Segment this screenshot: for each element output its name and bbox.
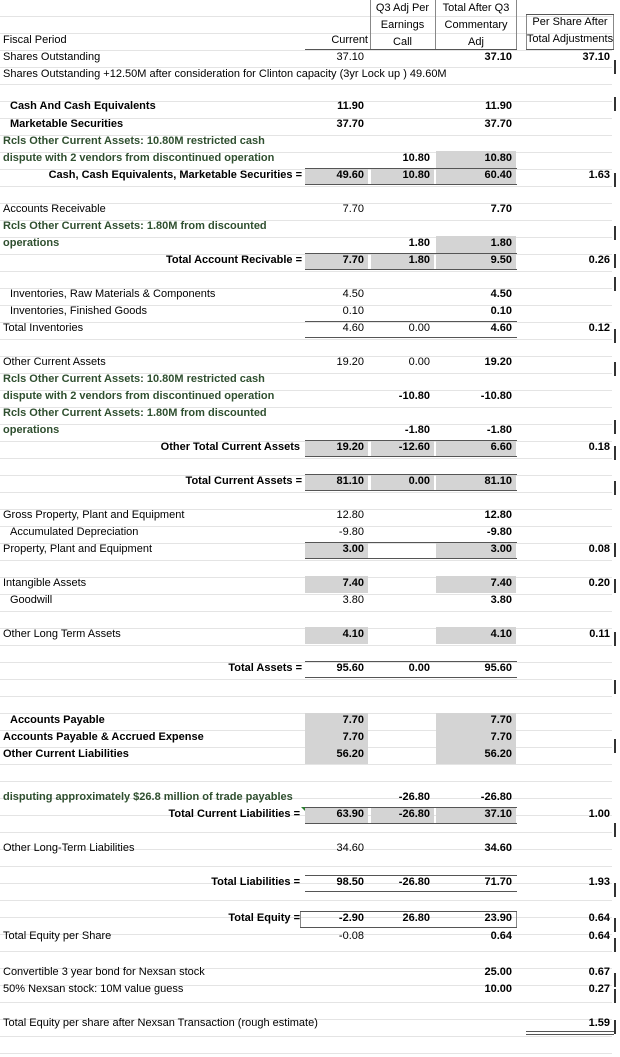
row-label: Rcls Other Current Assets: 10.80M restricted cash	[3, 135, 265, 147]
value-ps: 0.12	[588, 322, 610, 334]
header-pershare-line1: Per Share After	[532, 16, 608, 28]
equity-outline	[516, 911, 517, 928]
gridline	[0, 186, 612, 187]
gridline	[0, 1053, 612, 1054]
row-label: Total Equity =	[228, 912, 300, 924]
value-current: 7.70	[342, 254, 364, 266]
header-q3adj-line1: Q3 Adj Per	[375, 2, 430, 14]
value-current: 12.80	[336, 509, 364, 521]
gridline	[0, 866, 612, 867]
row-label: Total Inventories	[3, 322, 84, 334]
total-rule-bottom	[305, 558, 517, 559]
gridline	[0, 645, 612, 646]
value-total: 71.70	[484, 876, 512, 888]
row-label: Other Long-Term Liabilities	[3, 842, 135, 854]
value-ps: 0.18	[588, 441, 610, 453]
gridline	[0, 84, 612, 85]
value-adj: 0.00	[408, 322, 430, 334]
row-label: Other Current Assets	[3, 356, 106, 368]
value-total: 56.20	[484, 748, 512, 760]
edge-marker	[614, 329, 616, 343]
row-label: Property, Plant and Equipment	[3, 543, 152, 555]
value-current: 7.70	[342, 731, 364, 743]
gridline	[0, 424, 612, 425]
header-divider	[526, 14, 527, 50]
row-label: Accounts Payable	[10, 714, 105, 726]
row-label: Intangible Assets	[3, 577, 87, 589]
value-total: 3.00	[490, 543, 512, 555]
value-adj: -1.80	[404, 424, 430, 436]
row-label: Gross Property, Plant and Equipment	[3, 509, 185, 521]
value-total: 9.50	[490, 254, 512, 266]
edge-marker	[614, 680, 616, 694]
value-total: 4.50	[490, 288, 512, 300]
header-pershare	[526, 14, 614, 48]
value-ps: 0.64	[588, 912, 610, 924]
value-current: 98.50	[336, 876, 364, 888]
row-label: dispute with 2 vendors from discontinued operation	[3, 390, 275, 402]
row-label: Total Equity per Share	[3, 930, 112, 942]
edge-marker	[614, 973, 616, 987]
value-current: 37.10	[336, 51, 364, 63]
value-total: 10.80	[484, 152, 512, 164]
gridline	[0, 900, 612, 901]
equity-outline	[300, 927, 517, 928]
value-adj: -12.60	[398, 441, 430, 453]
value-ps: 0.11	[589, 628, 610, 640]
header-divider	[435, 0, 436, 50]
value-current: 37.70	[336, 118, 364, 130]
value-ps: 0.64	[588, 930, 610, 942]
value-ps: 1.63	[588, 169, 610, 181]
value-total: 37.70	[484, 118, 512, 130]
row-label: Cash And Cash Equivalents	[10, 100, 156, 112]
row-label: Total Liabilities =	[211, 876, 300, 888]
value-total: 60.40	[484, 169, 512, 181]
value-adj: 1.80	[408, 254, 430, 266]
edge-marker	[614, 938, 616, 952]
edge-marker	[614, 481, 616, 495]
header-total	[436, 0, 516, 51]
gridline	[0, 764, 612, 765]
value-total: -9.80	[486, 526, 512, 538]
gridline	[0, 339, 612, 340]
edge-marker	[614, 823, 616, 837]
total-rule-bottom	[305, 677, 517, 678]
value-adj: -26.80	[398, 791, 430, 803]
value-total: 95.60	[484, 662, 512, 674]
value-ps: 0.67	[588, 966, 610, 978]
header-divider	[370, 0, 371, 50]
row-label: Total Account Recivable =	[165, 254, 302, 266]
row-label: Cash, Cash Equivalents, Marketable Securities =	[48, 169, 302, 181]
value-current: 19.20	[336, 356, 364, 368]
edge-marker	[614, 579, 616, 593]
edge-marker	[614, 918, 616, 932]
edge-marker	[614, 420, 616, 434]
value-adj: 1.80	[408, 237, 430, 249]
value-total: 0.64	[490, 930, 512, 942]
value-total: -10.80	[480, 390, 512, 402]
value-current: 7.40	[342, 577, 364, 589]
total-rule-bottom	[305, 456, 517, 457]
double-underline	[526, 1034, 614, 1035]
total-rule-bottom	[305, 490, 517, 491]
edge-marker	[614, 632, 616, 646]
value-total: 6.60	[490, 441, 512, 453]
edge-marker	[614, 1020, 616, 1034]
value-current: -9.80	[338, 526, 364, 538]
edge-marker	[614, 543, 616, 557]
header-q3adj-line3: Call	[393, 36, 412, 48]
row-label: disputing approximately $26.8 million of trade payables	[3, 791, 293, 803]
row-label: Rcls Other Current Assets: 1.80M from discounted	[3, 407, 267, 419]
edge-marker	[614, 883, 616, 897]
row-label: Total Current Liabilities =	[168, 808, 300, 820]
gridline	[0, 492, 612, 493]
row-label: Total Assets =	[228, 662, 302, 674]
row-label: operations	[3, 424, 60, 436]
gridline	[0, 696, 612, 697]
total-rule-bottom	[305, 269, 517, 270]
header-q3adj-line2: Earnings	[380, 19, 425, 31]
total-rule-bottom	[305, 337, 517, 338]
value-current: -2.90	[338, 912, 364, 924]
value-ps: 1.59	[588, 1017, 610, 1029]
value-total: 11.90	[485, 100, 512, 112]
value-current: 56.20	[336, 748, 364, 760]
value-ps: 37.10	[582, 51, 610, 63]
row-label: Other Long Term Assets	[3, 628, 121, 640]
value-total: 37.10	[484, 808, 512, 820]
gridline	[0, 1036, 612, 1037]
value-adj: -26.80	[398, 808, 430, 820]
header-divider	[516, 0, 517, 50]
gridline	[0, 781, 612, 782]
gridline	[0, 560, 612, 561]
value-adj: -10.80	[398, 390, 430, 402]
value-current: 7.70	[342, 714, 364, 726]
row-label: Accounts Payable & Accrued Expense	[3, 731, 204, 743]
value-ps: 0.26	[588, 254, 610, 266]
edge-marker	[614, 739, 616, 753]
value-current: 4.60	[342, 322, 364, 334]
value-total: 7.70	[490, 731, 512, 743]
gridline	[0, 832, 612, 833]
value-total: 3.80	[490, 594, 512, 606]
value-total: 0.10	[490, 305, 512, 317]
row-label: Rcls Other Current Assets: 10.80M restricted cash	[3, 373, 265, 385]
row-label: Goodwill	[10, 594, 53, 606]
row-label: Total Current Assets =	[185, 475, 302, 487]
value-adj: 0.00	[408, 356, 430, 368]
value-adj: 0.00	[408, 662, 430, 674]
value-adj: -26.80	[398, 876, 430, 888]
header-q3adj	[371, 0, 434, 51]
value-current: 0.10	[342, 305, 364, 317]
value-ps: 0.20	[588, 577, 610, 589]
value-total: 37.10	[484, 51, 512, 63]
row-label: Convertible 3 year bond for Nexsan stock	[3, 966, 205, 978]
value-adj: 26.80	[402, 912, 430, 924]
value-current: 95.60	[336, 662, 364, 674]
row-label: Accounts Receivable	[3, 203, 106, 215]
row-label: Accumulated Depreciation	[10, 526, 139, 538]
value-current: 4.10	[342, 628, 364, 640]
value-total: 10.00	[484, 983, 512, 995]
total-rule-bottom	[305, 891, 517, 892]
row-label: operations	[3, 237, 60, 249]
value-current: 11.90	[337, 100, 364, 112]
value-current: 4.50	[342, 288, 364, 300]
value-total: 23.90	[484, 912, 512, 924]
header-total-line3: Adj	[468, 36, 484, 48]
value-total: -1.80	[486, 424, 512, 436]
row-label: Other Current Liabilities	[3, 748, 129, 760]
value-total: 7.40	[490, 577, 512, 589]
edge-marker	[614, 989, 616, 1003]
value-total: 12.80	[484, 509, 512, 521]
row-label: Shares Outstanding	[3, 51, 101, 63]
value-adj: 0.00	[408, 475, 430, 487]
row-label: Shares Outstanding +12.50M after consideration for Clinton capacity (3yr Lock up ) 49.60M	[3, 68, 447, 80]
gridline	[0, 16, 612, 17]
value-current: 3.00	[342, 543, 364, 555]
row-label: Marketable Securities	[10, 118, 124, 130]
row-label: Inventories, Finished Goods	[10, 305, 147, 317]
edge-marker	[614, 173, 616, 187]
edge-marker	[614, 60, 616, 74]
row-label: Rcls Other Current Assets: 1.80M from discounted	[3, 220, 267, 232]
gridline	[0, 611, 612, 612]
edge-marker	[614, 226, 616, 240]
value-total: -26.80	[480, 791, 512, 803]
edge-marker	[614, 446, 616, 460]
value-total: 1.80	[490, 237, 512, 249]
value-adj: 10.80	[402, 169, 430, 181]
edge-marker	[614, 97, 616, 111]
row-label: Inventories, Raw Materials & Components	[10, 288, 216, 300]
value-current: 19.20	[336, 441, 364, 453]
value-adj: 10.80	[402, 152, 430, 164]
value-total: 4.60	[490, 322, 512, 334]
value-ps: 1.93	[588, 876, 610, 888]
row-label: 50% Nexsan stock: 10M value guess	[3, 983, 184, 995]
value-ps: 1.00	[588, 808, 610, 820]
value-current: 7.70	[342, 203, 364, 215]
gridline	[0, 951, 612, 952]
header-total-line1: Total After Q3	[442, 2, 510, 14]
value-total: 7.70	[490, 714, 512, 726]
edge-marker	[614, 362, 616, 376]
value-total: 19.20	[484, 356, 512, 368]
gridline	[0, 458, 612, 459]
value-current: 81.10	[336, 475, 364, 487]
row-label: Total Equity per share after Nexsan Transaction (rough estimate)	[3, 1017, 318, 1029]
value-current: 34.60	[336, 842, 364, 854]
header-current: Current	[331, 34, 368, 46]
edge-marker	[614, 254, 616, 268]
total-rule-bottom	[305, 184, 517, 185]
total-rule-bottom	[305, 823, 517, 824]
value-current: 3.80	[342, 594, 364, 606]
value-ps: 0.08	[588, 543, 610, 555]
gridline	[0, 679, 612, 680]
equity-outline	[300, 911, 301, 928]
edge-marker	[614, 277, 616, 291]
value-current: 49.60	[336, 169, 364, 181]
header-total-line2: Commentary	[444, 19, 508, 31]
header-divider	[613, 14, 614, 50]
value-total: 34.60	[484, 842, 512, 854]
header-pershare-line2: Total Adjustments	[526, 33, 614, 45]
value-total: 81.10	[484, 475, 512, 487]
value-total: 4.10	[490, 628, 512, 640]
value-current: -0.08	[338, 930, 364, 942]
fiscal-period-label: Fiscal Period	[3, 34, 67, 46]
value-total: 25.00	[484, 966, 512, 978]
value-total: 7.70	[490, 203, 512, 215]
row-label: dispute with 2 vendors from discontinued operation	[3, 152, 275, 164]
header-divider	[526, 14, 614, 15]
row-label: Other Total Current Assets	[160, 441, 300, 453]
gridline	[0, 271, 612, 272]
value-ps: 0.27	[588, 983, 610, 995]
gridline	[0, 1002, 612, 1003]
gridline	[0, 237, 612, 238]
value-current: 63.90	[336, 808, 364, 820]
double-underline	[526, 1031, 614, 1032]
